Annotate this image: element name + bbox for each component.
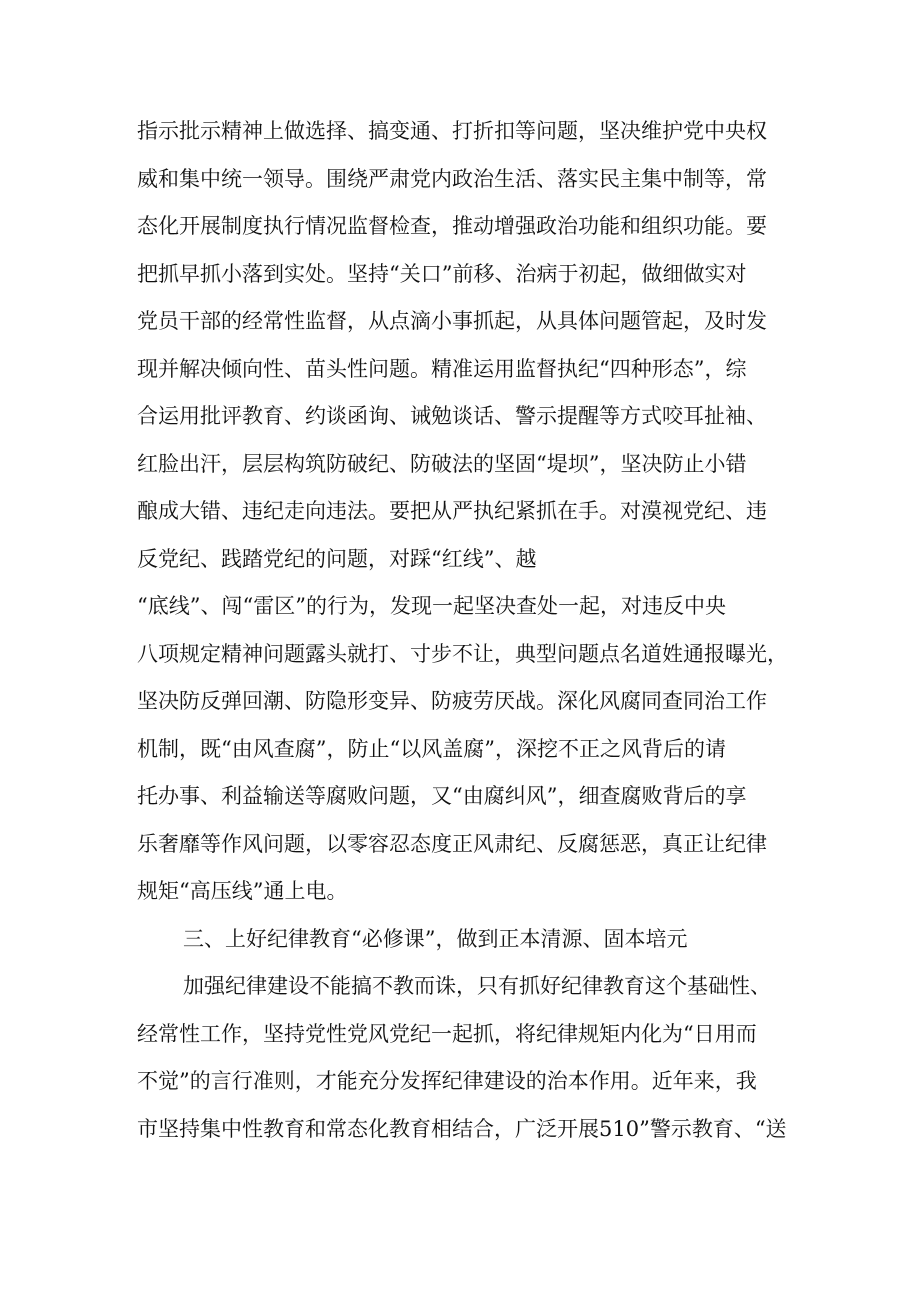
text-line: 反党纪、践踏党纪的问题，对踩“红线”、越 (137, 546, 537, 571)
text-line: 指示批示精神上做选择、搞变通、打折扣等问题，坚决维护党中央权 (137, 119, 767, 143)
section-heading: 三、上好纪律教育“必修课”，做到正本清源、固本培元 (183, 926, 688, 951)
text-line: 威和集中统一领导。围绕严肃党内政治生活、落实民主集中制等，常 (137, 166, 767, 191)
text-line: 机制，既“由风查腐”，防止“以风盖腐”，深挖不正之风背后的请 (137, 736, 726, 761)
text-line: 经常性工作，坚持党性党风党纪一起抓，将纪律规矩内化为“日用而 (137, 1021, 757, 1046)
text-line: 市坚持集中性教育和常态化教育相结合，广泛开展510”警示教育、“送 (137, 1116, 787, 1141)
text-line: 不觉”的言行准则，才能充分发挥纪律建设的治本作用。近年来，我 (137, 1069, 757, 1093)
text-line: 红脸出汗，层层构筑防破纪、防破法的坚固“堤坝”，坚决防止小错 (137, 451, 747, 476)
text-line: 态化开展制度执行情况监督检查，推动增强政治功能和组织功能。要 (137, 214, 767, 238)
text-line: 八项规定精神问题露头就打、寸步不让，典型问题点名道姓通报曝光， (137, 641, 788, 666)
text-line: 乐奢靡等作风问题，以零容忍态度正风肃纪、反腐惩恶，真正让纪律 (137, 831, 767, 856)
text-line: 现并解决倾向性、苗头性问题。精准运用监督执纪“四种形态”，综 (137, 356, 747, 381)
text-line: 把抓早抓小落到实处。坚持“关口”前移、治病于初起，做细做实对 (137, 261, 747, 286)
text-line: 合运用批评教育、约谈函询、诫勉谈话、警示提醒等方式咬耳扯袖、 (137, 404, 767, 428)
text-line: 酿成大错、违纪走向违法。要把从严执纪紧抓在手。对漠视党纪、违 (137, 499, 767, 523)
text-line: 托办事、利益输送等腐败问题，又“由腐纠风”，细查腐败背后的享 (137, 784, 747, 808)
text-line: 坚决防反弹回潮、防隐形变异、防疲劳厌战。深化风腐同查同治工作 (137, 689, 767, 713)
text-line: “底线”、闯“雷区”的行为，发现一起坚决查处一起，对违反中央 (137, 594, 726, 618)
text-line: 规矩“高压线”通上电。 (137, 879, 348, 903)
document-body (137, 108, 802, 1153)
paragraph-first-line: 加强纪律建设不能搞不教而诛，只有抓好纪律教育这个基础性、 (183, 974, 771, 998)
text-line: 党员干部的经常性监督，从点滴小事抓起，从具体问题管起，及时发 (137, 309, 767, 333)
